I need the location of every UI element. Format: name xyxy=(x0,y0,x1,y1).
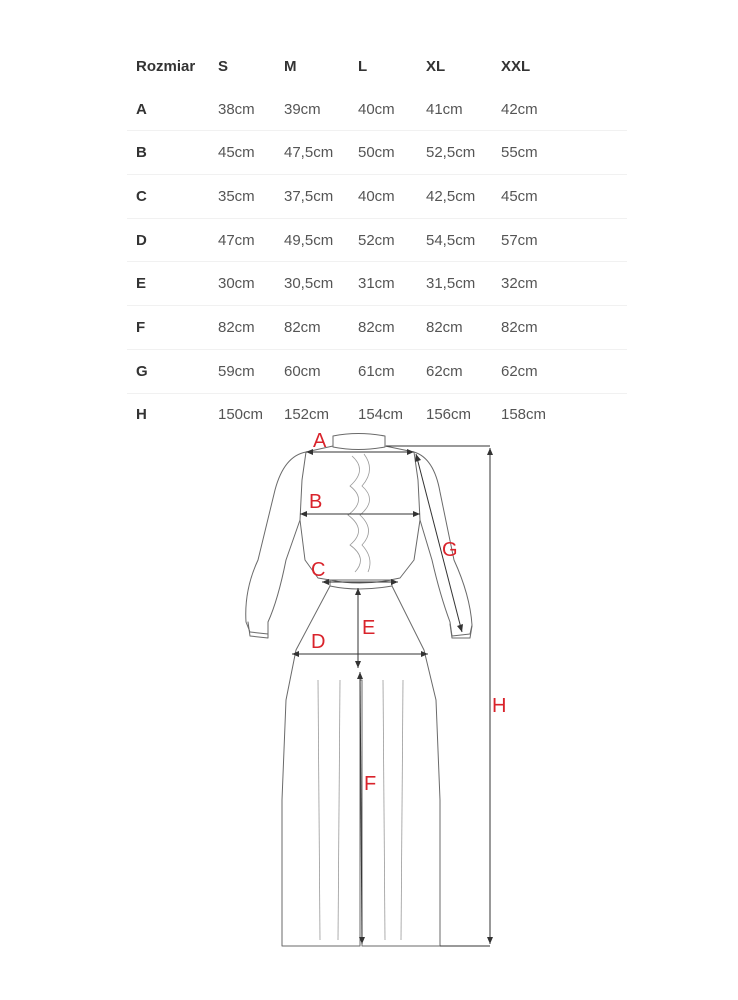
table-cell: 31cm xyxy=(349,262,417,306)
row-label: A xyxy=(127,88,209,131)
header-size-s: S xyxy=(218,57,229,75)
table-cell: 156cm xyxy=(426,406,472,424)
header-size-l: L xyxy=(358,57,368,75)
row-label: H xyxy=(136,406,147,424)
table-cell: 49,5cm xyxy=(275,218,349,262)
arrow-icon xyxy=(357,672,363,679)
table-cell: 82cm xyxy=(275,306,349,350)
table-cell: 47,5cm xyxy=(275,131,349,175)
table-cell: 52,5cm xyxy=(417,131,492,175)
table-cell: 47cm xyxy=(209,218,275,262)
table-cell: 40cm xyxy=(349,175,417,219)
table-cell: 42,5cm xyxy=(417,175,492,219)
table-cell: 59cm xyxy=(209,349,275,393)
label-a: A xyxy=(313,430,327,452)
table-cell: 45cm xyxy=(209,131,275,175)
label-h: H xyxy=(492,695,507,717)
table-cell: 57cm xyxy=(492,218,627,262)
table-cell: 52cm xyxy=(349,218,417,262)
arrow-icon xyxy=(487,448,493,455)
row-label: F xyxy=(127,306,209,350)
jumpsuit-outline xyxy=(246,434,472,947)
table-cell: 45cm xyxy=(492,175,627,219)
arrow-icon xyxy=(487,937,493,944)
table-cell: 42cm xyxy=(492,88,627,131)
measurement-labels xyxy=(309,430,506,795)
table-cell: 40cm xyxy=(349,88,417,131)
row-label: G xyxy=(127,349,209,393)
table-cell: 30cm xyxy=(209,262,275,306)
table-cell: 82cm xyxy=(417,306,492,350)
label-g: G xyxy=(442,539,458,561)
table-cell: 158cm xyxy=(501,406,547,424)
table-cell: 152cm xyxy=(284,406,330,424)
table-cell: 50cm xyxy=(349,131,417,175)
row-label: C xyxy=(127,175,209,219)
table-cell: 35cm xyxy=(209,175,275,219)
table-cell: 61cm xyxy=(349,349,417,393)
label-d: D xyxy=(311,631,326,653)
table-cell: 41cm xyxy=(417,88,492,131)
header-size-xl: XL xyxy=(426,57,446,75)
header-size-label: Rozmiar xyxy=(136,57,196,75)
table-cell: 30,5cm xyxy=(275,262,349,306)
arrow-icon xyxy=(300,511,307,517)
row-label: E xyxy=(127,262,209,306)
header-size-m: M xyxy=(284,57,297,75)
table-cell: 150cm xyxy=(218,406,264,424)
table-cell: 38cm xyxy=(209,88,275,131)
arrow-icon xyxy=(391,579,398,585)
table-cell: 154cm xyxy=(358,406,404,424)
arrow-icon xyxy=(413,511,420,517)
row-label: B xyxy=(127,131,209,175)
table-cell: 62cm xyxy=(417,349,492,393)
table-cell: 60cm xyxy=(275,349,349,393)
table-cell: 37,5cm xyxy=(275,175,349,219)
arrow-icon xyxy=(306,449,313,455)
arrow-icon xyxy=(407,449,414,455)
table-cell: 62cm xyxy=(492,349,627,393)
header-size-xxl: XXL xyxy=(501,57,531,75)
table-cell: 82cm xyxy=(209,306,275,350)
label-f: F xyxy=(364,773,377,795)
measurement-lines xyxy=(292,446,493,946)
label-e: E xyxy=(362,617,376,639)
table-cell: 55cm xyxy=(492,131,627,175)
table-cell: 54,5cm xyxy=(417,218,492,262)
label-c: C xyxy=(311,559,326,581)
arrow-icon xyxy=(355,661,361,668)
table-cell: 32cm xyxy=(492,262,627,306)
table-cell: 82cm xyxy=(492,306,627,350)
arrow-icon xyxy=(457,624,463,632)
table-cell: 39cm xyxy=(275,88,349,131)
table-cell: 31,5cm xyxy=(417,262,492,306)
table-cell: 82cm xyxy=(349,306,417,350)
row-label: D xyxy=(127,218,209,262)
label-b: B xyxy=(309,491,323,513)
